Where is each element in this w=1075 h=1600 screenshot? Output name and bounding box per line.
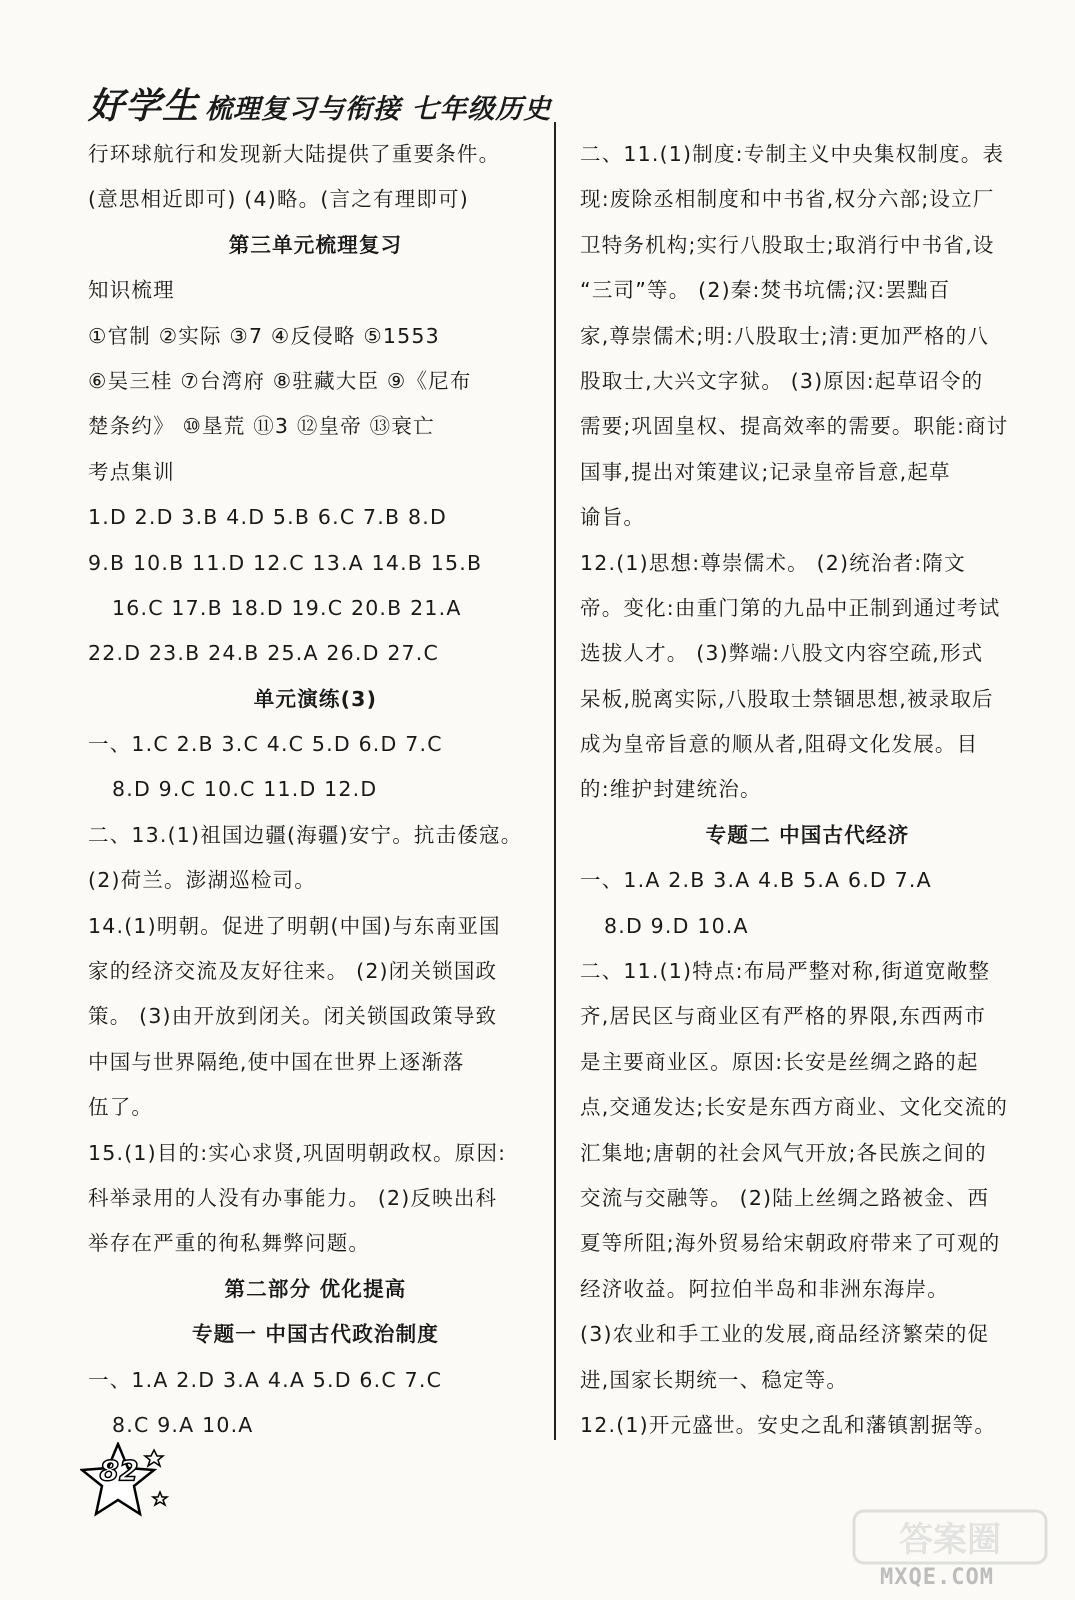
left-text-line: ①官制 ②实际 ③7 ④反侵略 ⑤1553 — [88, 323, 440, 348]
left-text-line: 科举录用的人没有办事能力。 (2)反映出科 — [88, 1185, 498, 1210]
right-text-line: 家,尊崇儒术;明:八股取士;清:更加严格的八 — [580, 323, 990, 348]
right-text-line: 是主要商业区。原因:长安是丝绸之路的起 — [580, 1049, 979, 1074]
right-text-line: 需要;巩固皇权、提高效率的需要。职能:商讨 — [580, 414, 1009, 439]
left-section-heading: 单元演练(3) — [253, 686, 378, 711]
book-subtitle: 梳理复习与衔接 七年级历史 — [205, 94, 552, 125]
left-text-line: 知识梳理 — [88, 278, 175, 303]
left-text-line: 16.C 17.B 18.D 19.C 20.B 21.A — [112, 595, 462, 620]
right-section-heading: 专题二 中国古代经济 — [705, 822, 910, 847]
right-text-line: 一、1.A 2.B 3.A 4.B 5.A 6.D 7.A — [580, 868, 932, 893]
right-text-line: 国事,提出对策建议;记录皇帝旨意,起草 — [580, 459, 951, 484]
right-text-line: 8.D 9.D 10.A — [604, 913, 749, 938]
right-text-line: 齐,居民区与商业区有严格的界限,东西两市 — [580, 1004, 987, 1029]
left-text-line: 家的经济交流及友好往来。 (2)闭关锁国政 — [88, 959, 498, 984]
svg-text:答案圈: 答案圈 — [899, 1520, 1001, 1560]
left-text-line: 一、1.C 2.B 3.C 4.C 5.D 6.D 7.C — [88, 732, 443, 757]
right-text-line: 帝。变化:由重门第的九品中正制到通过考试 — [580, 595, 1001, 620]
right-text-line: 进,国家长期统一、稳定等。 — [580, 1367, 849, 1392]
left-text-line: 9.B 10.B 11.D 12.C 13.A 14.B 15.B — [88, 550, 483, 575]
right-text-line: 选拔人才。 (3)弊端:八股文内容空疏,形式 — [580, 641, 984, 666]
watermark-url: MXQE.COM — [880, 1565, 994, 1590]
left-text-line: 一、1.A 2.D 3.A 4.A 5.D 6.C 7.C — [88, 1367, 443, 1392]
left-text-line: 22.D 23.B 24.B 25.A 26.D 27.C — [88, 641, 440, 666]
left-text-line: ⑥吴三桂 ⑦台湾府 ⑧驻藏大臣 ⑨《尼布 — [88, 368, 472, 393]
left-text-line: 行环球航行和发现新大陆提供了重要条件。 — [88, 142, 501, 166]
right-text-line: 点,交通发达;长安是东西方商业、文化交流的 — [580, 1095, 1009, 1120]
left-section-heading: 第三单元梳理复习 — [228, 232, 403, 257]
left-text-line: (意思相近即可) (4)略。(言之有理即可) — [88, 187, 469, 212]
right-text-line: 12.(1)思想:尊崇儒术。 (2)统治者:隋文 — [580, 550, 966, 575]
right-text-line: 汇集地;唐朝的社会风气开放;各民族之间的 — [580, 1140, 987, 1165]
right-text-line: 二、11.(1)特点:布局严整对称,街道宽敞整 — [580, 959, 991, 984]
left-text-line: 8.D 9.C 10.C 11.D 12.D — [112, 777, 378, 802]
right-text-line: 卫特务机构;实行八股取士;取消行中书省,设 — [580, 232, 995, 257]
left-text-line: 举存在严重的徇私舞弊问题。 — [88, 1231, 371, 1256]
left-text-line: 14.(1)明朝。促进了明朝(中国)与东南亚国 — [88, 913, 501, 938]
left-section-heading: 专题一 中国古代政治制度 — [191, 1322, 440, 1347]
left-text-line: 15.(1)目的:实心求贤,巩固明朝政权。原因: — [88, 1140, 507, 1165]
left-text-line: 伍了。 — [88, 1095, 154, 1120]
left-section-heading: 第二部分 优化提高 — [224, 1276, 407, 1301]
left-text-line: 1.D 2.D 3.B 4.D 5.B 6.C 7.B 8.D — [88, 505, 447, 530]
left-text-line: 中国与世界隔绝,使中国在世界上逐渐落 — [88, 1049, 465, 1074]
right-text-line: 夏等所阻;海外贸易给宋朝政府带来了可观的 — [580, 1231, 1001, 1256]
left-text-line: 二、13.(1)祖国边疆(海疆)安宁。抗击倭寇。 — [88, 822, 523, 847]
right-column — [580, 132, 1035, 1448]
right-text-line: 现:废除丞相制度和中书省,权分六部;设立厂 — [580, 187, 995, 212]
left-text-line: 策。 (3)由开放到闭关。闭关锁国政策导致 — [88, 1004, 498, 1029]
right-text-line: 成为皇帝旨意的顺从者,阻碍文化发展。目 — [580, 732, 979, 757]
left-text-line: 考点集训 — [88, 459, 175, 484]
right-text-line: “三司”等。 (2)秦:焚书坑儒;汉:罢黜百 — [580, 278, 951, 303]
right-text-line: 股取士,大兴文字狱。 (3)原因:起草诏令的 — [580, 368, 984, 393]
left-column — [88, 132, 543, 1448]
right-text-line: 交流与交融等。 (2)陆上丝绸之路被金、西 — [580, 1185, 990, 1210]
left-text-line: 楚条约》 ⑩垦荒 ⑪3 ⑫皇帝 ⑬衰亡 — [88, 414, 435, 439]
right-text-line: 二、11.(1)制度:专制主义中央集权制度。表 — [580, 142, 1005, 166]
left-text-line: 8.C 9.A 10.A — [112, 1412, 254, 1437]
right-text-line: (3)农业和手工业的发展,商品经济繁荣的促 — [580, 1322, 990, 1347]
page-header — [88, 78, 608, 127]
right-text-line: 呆板,脱离实际,八股取士禁锢思想,被录取后 — [580, 686, 994, 711]
left-text-line: (2)荷兰。澎湖巡检司。 — [88, 868, 316, 893]
right-text-line: 12.(1)开元盛世。安史之乱和藩镇割据等。 — [580, 1412, 997, 1437]
right-text-line: 经济收益。阿拉伯半岛和非洲东海岸。 — [580, 1276, 949, 1301]
brand-title: 好学生 — [88, 85, 200, 127]
right-text-line: 的:维护封建统治。 — [580, 777, 762, 802]
right-text-line: 谕旨。 — [580, 505, 646, 530]
column-divider — [554, 122, 556, 1440]
page-number: 82 — [99, 1454, 139, 1487]
